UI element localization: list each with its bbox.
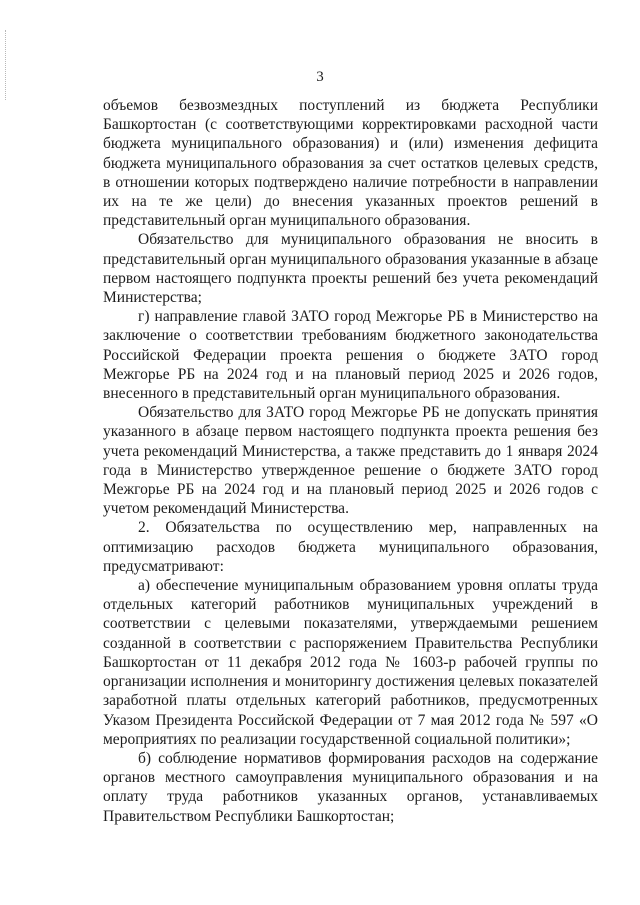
- paragraph-section-2: 2. Обязательства по осуществлению мер, направленных на оптимизацию расходов бюджета муниципального образования, предусматривают:: [103, 519, 598, 575]
- paragraph-item-a: а) обеспечение муниципальным образованием уровня оплаты труда отдельных категорий работников муниципальных учреждений в соответствии с целевыми показателями, утверждаемыми решением созданной в соответствии с распоряжением Правительства Республики Башкортостан от 11 декабря 2012 года № 1603-р рабочей группы по организации исполнения и мониторингу достижения целевых показателей заработной платы отдельных категорий работников, предусмотренных Указом Президента Российской Федерации от 7 мая 2012 года № 597 «О мероприятиях по реализации государственной социальной политики»;: [103, 577, 598, 748]
- page-number: 3: [316, 69, 324, 85]
- document-body: [103, 96, 598, 826]
- paragraph-obligation-1: Обязательство для муниципального образования не вносить в представительный орган муниципального образования указанные в абзаце первом настоящего подпункта проекты решений без учета рекомендаций Министерства;: [103, 231, 598, 307]
- margin-scan-marks: [5, 30, 12, 100]
- paragraph-item-b: б) соблюдение нормативов формирования расходов на содержание органов местного самоуправления муниципального образования и на оплату труда работников указанных органов, устанавливаемых Правительством Республики Башкортостан;: [103, 749, 598, 825]
- paragraph-obligation-2: Обязательство для ЗАТО город Межгорье РБ не допускать принятия указанного в абзаце первом настоящего подпункта проекта решения без учета рекомендаций Министерства, а также представить до 1 января 2024 года в Министерство утвержденное решение о бюджете ЗАТО город Межгорье РБ на 2024 год и на плановый период 2025 и 2026 годов с учетом рекомендаций Министерства.: [103, 404, 598, 518]
- paragraph-continuation: объемов безвозмездных поступлений из бюджета Республики Башкортостан (с соответствующими корректировками расходной части бюджета муниципального образования) и (или) изменения дефицита бюджета муниципального образования за счет остатков целевых средств, в отношении которых подтверждено наличие потребности в направлении их на те же цели) до внесения указанных проектов решений в представительный орган муниципального образования.: [103, 97, 598, 230]
- paragraph-item-g: г) направление главой ЗАТО город Межгорье РБ в Министерство на заключение о соответствии требованиям бюджетного законодательства Российской Федерации проекта решения о бюджете ЗАТО город Межгорье РБ на 2024 год и на плановый период 2025 и 2026 годов, внесенного в представительный орган муниципального образования.: [103, 308, 598, 403]
